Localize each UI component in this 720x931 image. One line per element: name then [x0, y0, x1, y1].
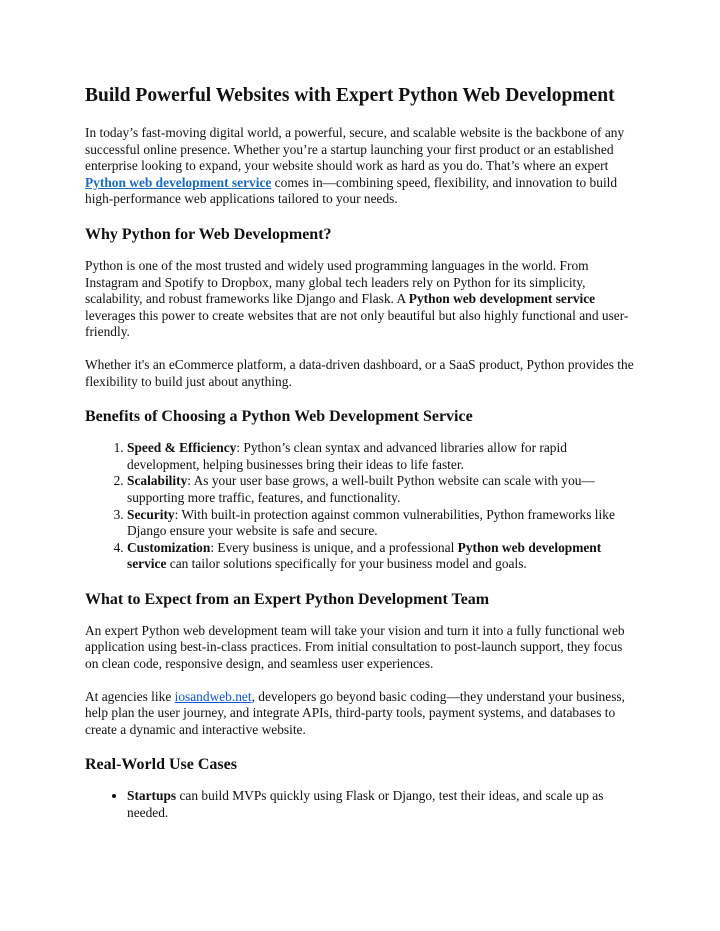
benefit-text: : As your user base grows, a well-built Python website can scale with you—supporting more traffic, features, and functionality.	[127, 473, 595, 505]
usecase-text: can build MVPs quickly using Flask or Django, test their ideas, and scale up as needed.	[127, 788, 604, 821]
benefit-item-scalability	[127, 473, 635, 506]
benefits-list	[85, 440, 635, 573]
expect-paragraph-2	[85, 689, 635, 739]
benefit-text: can tailor solutions specifically for your business model and goals.	[166, 556, 527, 572]
benefit-title: Customization	[127, 539, 211, 555]
document-page	[85, 83, 635, 838]
python-service-link[interactable]: Python web development service	[85, 174, 272, 190]
benefit-text: : With built-in protection against common vulnerabilities, Python frameworks like Django ensure your website is safe and secure.	[127, 506, 615, 539]
usecase-title: Startups	[127, 788, 177, 804]
intro-paragraph	[85, 125, 635, 208]
benefit-item-security	[127, 507, 635, 540]
expect-text-1: At agencies like	[85, 688, 175, 704]
benefit-text: : Python’s clean syntax and advanced libraries allow for rapid development, helping businesses bring their ideas to life faster.	[127, 440, 567, 472]
benefit-item-speed	[127, 440, 635, 473]
page-title: Build Powerful Websites with Expert Python Web Development	[85, 85, 615, 106]
benefit-title: Security	[127, 506, 175, 522]
why-heading: Why Python for Web Development?	[85, 225, 332, 243]
benefit-bold-service: Python web development service	[127, 539, 602, 572]
why-paragraph-2: Whether it's an eCommerce platform, a data-driven dashboard, or a SaaS product, Python provides the flexibility to build just about anything.	[85, 356, 634, 389]
benefits-heading: Benefits of Choosing a Python Web Development Service	[85, 408, 473, 426]
why-paragraph-1	[85, 258, 635, 341]
intro-text-1: In today’s fast-moving digital world, a powerful, secure, and scalable website is the backbone of any successful online presence. Whether you’re a startup launching your first product or an established enterprise looking to expand, your website should work as hard as you do. That’s where an expert	[85, 125, 625, 174]
benefit-title: Speed & Efficiency	[127, 440, 237, 456]
benefit-text: : Every business is unique, and a professional	[210, 539, 458, 555]
usecase-item-startups	[127, 788, 635, 821]
expect-paragraph-1: An expert Python web development team will take your vision and turn it into a fully functional web application using best-in-class practices. From initial consultation to post-launch support, they focus on clean code, responsive design, and seamless user experiences.	[85, 622, 625, 672]
usecases-list	[85, 788, 635, 821]
why-bold-service: Python web development service	[408, 291, 596, 307]
why-text-2: leverages this power to create websites that are not only beautiful but also highly functional and user-friendly.	[85, 307, 629, 340]
expect-text-2: , developers go beyond basic coding—they understand your business, help plan the user journey, and integrate APIs, third-party tools, payment systems, and databases to create a dynamic and interactive website.	[85, 688, 625, 737]
intro-text-2: comes in—combining speed, flexibility, and innovation to build high-performance web applications tailored to your needs.	[85, 174, 618, 207]
benefit-title: Scalability	[127, 473, 188, 489]
expect-heading: What to Expect from an Expert Python Development Team	[85, 590, 490, 608]
benefit-item-customization	[127, 540, 635, 573]
usecases-heading: Real-World Use Cases	[85, 756, 237, 774]
why-text-1: Python is one of the most trusted and widely used programming languages in the world. From Instagram and Spotify to Dropbox, many global tech leaders rely on Python for its simplicity, scalability, and robust frameworks like Django and Flask. A	[85, 257, 589, 307]
iosandweb-link[interactable]: iosandweb.net	[174, 688, 252, 704]
